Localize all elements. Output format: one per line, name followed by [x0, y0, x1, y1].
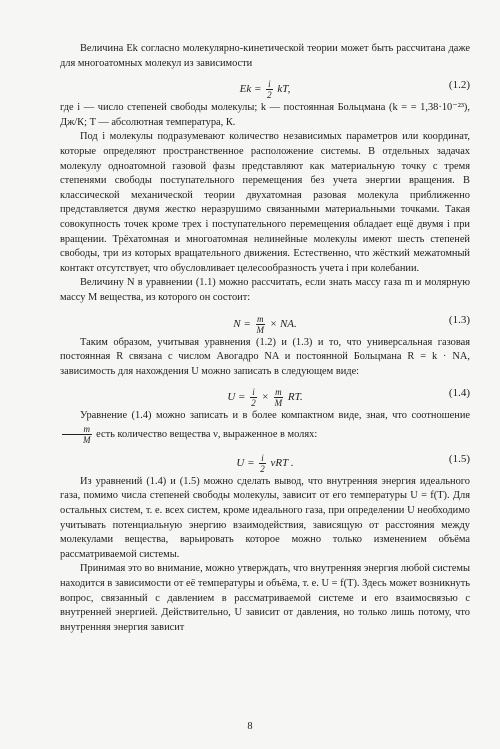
- formula-1-5: [60, 445, 470, 475]
- formula-expression: [60, 79, 470, 100]
- equation-number: (1.3): [448, 313, 470, 326]
- formula-rhs: RT.: [287, 391, 303, 404]
- paragraph-6: [60, 409, 470, 445]
- ratio-fraction: [62, 424, 92, 445]
- fraction: [250, 387, 257, 408]
- formula-lhs: Ek =: [239, 83, 262, 96]
- paragraph-3: Под i молекулы подразумевают количество независимых параметров или координат, которые определяют пространственное расположение системы. В отдельных задачах молекулу одноатомной газовой фазы представляют как материальную точку с тремя степенями свободы поступательного перемещения без учета энергии вращения. В классической механической теории двухатомная разовая молекула приближенно представляется двумя жестко неразрушимо связанными материальными точками. Такая совокупность точек кроме трех i поступательного перемещения обладает ещё двумя i при вращении. Трёхатомная и многоатомная нелинейные молекулы имеют шесть степеней свободы, три из которых вращательного движения. Естественно, что жёсткий межатомный контакт отсутствует, что обусловливает целесообразность учета i при колебании.: [60, 131, 470, 274]
- formula-expression: [60, 453, 470, 474]
- formula-1-2: [60, 71, 470, 101]
- formula-1-4: [60, 379, 470, 409]
- paragraph-2: где i — число степеней свободы молекулы; k — постоянная Больцмана (k = = 1,38·10⁻²³), Дж/К; T — абсолютная температура, К.: [60, 102, 470, 128]
- fraction-denominator: 2: [260, 463, 265, 474]
- formula-rhs: × NA.: [269, 317, 297, 330]
- fraction-numerator: m: [275, 387, 282, 398]
- paragraph-6-text: Уравнение (1.4) можно записать и в более компактном виде, зная, что соотношение: [80, 410, 470, 422]
- fraction-denominator: 2: [251, 398, 256, 409]
- fraction-numerator: i: [261, 452, 264, 463]
- fraction-numerator: m: [83, 423, 90, 434]
- paragraph-5: Таким образом, учитывая уравнения (1.2) и (1.3) и то, что универсальная газовая постоянная R связана с числом Авогадро NA и постоянной Больцмана R = k · NA, зависимость для нахождения U можно записать в следующем виде:: [60, 336, 470, 377]
- fraction-denominator: M: [274, 398, 283, 409]
- formula-operator: ×: [261, 391, 269, 404]
- paragraph-7: Из уравнений (1.4) и (1.5) можно сделать вывод, что внутренняя энергия идеального газа, помимо числа степеней свободы молекулы, зависит от его температуры U = f(T). Для остальных систем, т. е. всех систем, кроме идеального газа, при определении U необходимо учитывать потенциальную энергию взаимодействия, зависящую от расстояния между молекулами вещества, варьировать которое можно только изменением объёма рассматриваемой системы.: [60, 475, 470, 560]
- fraction: [266, 79, 273, 100]
- fraction: [259, 453, 266, 474]
- page-content: [60, 42, 470, 635]
- fraction-denominator: 2: [267, 90, 272, 101]
- paragraph-8: Принимая это во внимание, можно утверждать, что внутренняя энергия любой системы находится в зависимости от её температуры и объёма, т. е. U = f(T). Здесь может возникнуть вопрос, связанный с давлением в рассматриваемой системе и его взаимосвязью с внутренней энергией. Действительно, U зависит от давления, но только лишь потому, что внутренняя энергия зависит: [60, 563, 470, 633]
- fraction-denominator: M: [256, 324, 265, 335]
- paragraph-4: Величину N в уравнении (1.1) можно рассчитать, если знать массу газа m и молярную массу M вещества, из которого он состоит:: [60, 277, 470, 303]
- fraction-denominator: M: [62, 434, 92, 445]
- fraction-numerator: i: [268, 79, 271, 90]
- formula-expression: [60, 387, 470, 408]
- formula-1-3: [60, 306, 470, 336]
- formula-expression: [60, 314, 470, 335]
- formula-rhs: νRT .: [270, 456, 294, 469]
- formula-lhs: N =: [233, 317, 251, 330]
- paragraph-6-tail: есть количество вещества ν, выраженное в молях:: [96, 428, 318, 440]
- formula-lhs: U =: [236, 456, 255, 469]
- equation-number: (1.5): [448, 452, 470, 465]
- fraction-numerator: i: [252, 387, 255, 398]
- formula-lhs: U =: [227, 391, 246, 404]
- fraction-numerator: m: [257, 313, 264, 324]
- paragraph-1: Величина Ek согласно молекулярно-кинетической теории может быть рассчитана даже для многоатомных молекул из зависимости: [60, 43, 470, 69]
- formula-rhs: kT,: [277, 83, 291, 96]
- page-number: 8: [247, 721, 253, 732]
- equation-number: (1.2): [448, 79, 470, 92]
- fraction: [274, 387, 284, 408]
- equation-number: (1.4): [448, 387, 470, 400]
- fraction: [256, 314, 266, 335]
